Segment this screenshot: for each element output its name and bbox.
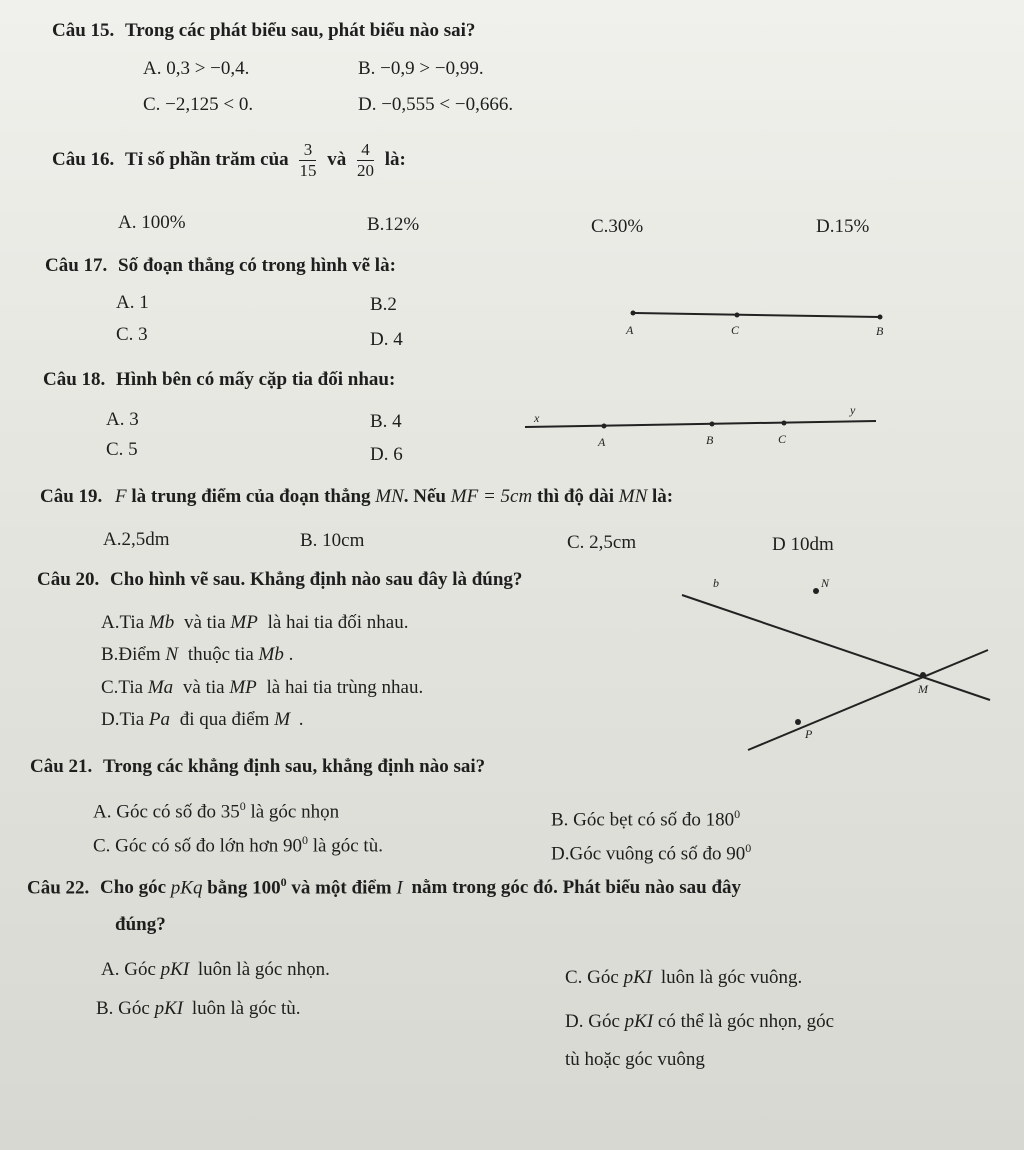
q20-b-point: N <box>165 644 179 665</box>
q16-text-after: là: <box>384 148 406 170</box>
q18-option-c[interactable]: C. 5 <box>106 439 138 460</box>
q16-option-d[interactable]: D.15% <box>816 216 870 237</box>
q22-d-suffix: có thể là góc nhọn, góc <box>657 1011 835 1032</box>
q21-option-b[interactable] <box>551 808 740 829</box>
q22-question-line2: đúng? <box>115 914 166 935</box>
q21-d-text: D.Góc vuông có số đo 90 <box>551 843 746 865</box>
q22-c-prefix: C. Góc <box>565 967 619 988</box>
q16-option-c[interactable]: C.30% <box>591 216 644 237</box>
q19-option-d[interactable]: D 10dm <box>772 534 834 555</box>
q16-option-a[interactable]: A. 100% <box>118 212 186 233</box>
q18-label-a: A <box>598 435 606 449</box>
q17-option-b[interactable]: B.2 <box>370 294 397 315</box>
q21-text: Trong các khẳng định sau, khẳng định nào sai? <box>103 756 486 777</box>
q21-a-degree: 0 <box>239 799 246 813</box>
q20-a-ray2: MP <box>230 612 258 633</box>
q22-b-angle: pKI <box>154 998 184 1019</box>
q22-text-b: bằng 100 <box>207 877 281 899</box>
q20-c-suffix: là hai tia trùng nhau. <box>266 677 424 698</box>
q22-text-a: Cho góc <box>100 877 167 899</box>
q21-c-text: C. Góc có số đo lớn hơn 90 <box>93 835 303 857</box>
q20-d-suffix: . <box>298 709 304 730</box>
q20-point-m <box>920 672 926 678</box>
q21-b-degree: 0 <box>734 807 741 821</box>
q21-option-d[interactable] <box>551 842 751 863</box>
q16-text: Tỉ số phần trăm của <box>125 148 289 170</box>
q17-option-c[interactable]: C. 3 <box>116 324 148 345</box>
q22-c-suffix: luôn là góc vuông. <box>660 967 803 988</box>
q19-point-f: F <box>115 486 127 507</box>
q20-c-prefix: C.Tia <box>101 677 144 698</box>
q22-degree: 0 <box>280 875 287 889</box>
q22-angle: pKq <box>170 877 203 899</box>
q18-label-b: B <box>706 433 714 447</box>
q16-frac2-den: 20 <box>356 161 374 180</box>
q21-question <box>30 757 485 776</box>
q20-c-ray2: MP <box>229 677 257 698</box>
q20-d-prefix: D.Tia <box>101 709 145 730</box>
q17-label-c: C <box>731 323 740 337</box>
q16-number: Câu 16. <box>52 148 115 170</box>
q20-label-p: P <box>805 727 813 741</box>
q20-point-n <box>813 588 819 594</box>
q21-b-text: B. Góc bẹt có số đo 180 <box>551 809 735 831</box>
q21-d-degree: 0 <box>745 841 752 855</box>
q19-segment-2: MN <box>618 486 648 507</box>
q22-a-prefix: A. Góc <box>101 959 156 980</box>
q22-question <box>27 876 741 897</box>
q16-frac1-den: 15 <box>299 161 317 180</box>
q19-text-end: thì độ dài <box>536 486 615 507</box>
q16-frac1-num: 3 <box>299 140 316 161</box>
q20-b-prefix: B.Điểm <box>101 644 161 665</box>
q17-number: Câu 17. <box>45 255 108 276</box>
q16-frac2-num: 4 <box>357 140 374 161</box>
q20-text: Cho hình vẽ sau. Khẳng định nào sau đây là đúng? <box>110 569 523 590</box>
q20-a-ray1: Mb <box>148 612 175 633</box>
q22-c-angle: pKI <box>623 967 653 988</box>
q18-option-d[interactable]: D. 6 <box>370 444 403 465</box>
q22-d-prefix: D. Góc <box>565 1011 620 1032</box>
q20-a-prefix: A.Tia <box>101 612 145 633</box>
q19-segment: MN <box>375 486 404 507</box>
q15-number: Câu 15. <box>52 20 115 41</box>
q21-option-a[interactable] <box>93 800 339 821</box>
q17-label-b: B <box>876 324 884 338</box>
q15-option-b[interactable]: B. −0,9 > −0,99. <box>358 58 484 79</box>
q20-d-mid: đi qua điểm <box>179 709 270 730</box>
q18-text: Hình bên có mấy cặp tia đối nhau: <box>116 369 396 390</box>
q20-a-mid: và tia <box>183 612 226 633</box>
q20-c-mid: và tia <box>182 677 225 698</box>
q21-a-text: A. Góc có số đo 35 <box>93 801 240 823</box>
q22-b-suffix: luôn là góc tù. <box>191 998 301 1019</box>
q19-number: Câu 19. <box>40 486 103 507</box>
q22-option-d[interactable] <box>565 1012 834 1031</box>
q22-text-d: nằm trong góc đó. Phát biểu nào sau đây <box>411 877 742 899</box>
q19-option-b[interactable]: B. 10cm <box>300 530 365 551</box>
q15-option-a[interactable]: A. 0,3 > −0,4. <box>143 58 250 79</box>
q22-option-b[interactable] <box>96 999 301 1018</box>
q21-option-c[interactable] <box>93 834 383 855</box>
q22-d-angle: pKI <box>624 1011 654 1032</box>
q22-b-prefix: B. Góc <box>96 998 150 1019</box>
q15-option-c[interactable]: C. −2,125 < 0. <box>143 94 254 115</box>
q17-option-d[interactable]: D. 4 <box>370 329 403 350</box>
q19-text-last: là: <box>652 486 674 507</box>
q22-a-angle: pKI <box>160 959 190 980</box>
q19-expression: MF = 5cm <box>450 486 533 507</box>
q20-line-PM <box>748 650 988 750</box>
q20-b-ray: Mb <box>258 644 284 665</box>
q20-b-suffix: . <box>288 644 294 665</box>
q20-point-p <box>795 719 801 725</box>
q22-option-d-line2: tù hoặc góc vuông <box>565 1049 705 1070</box>
q19-option-a[interactable]: A.2,5dm <box>103 529 170 550</box>
q20-line-bM <box>682 595 990 700</box>
q20-d-point: M <box>274 709 291 730</box>
q19-option-c[interactable]: C. 2,5cm <box>567 532 637 553</box>
q20-b-mid: thuộc tia <box>187 644 254 665</box>
q22-text-c: và một điểm <box>291 877 392 899</box>
q20-a-suffix: là hai tia đối nhau. <box>267 612 409 633</box>
q20-label-n: N <box>821 576 830 590</box>
q18-label-c: C <box>778 432 787 446</box>
q20-d-ray: Pa <box>148 709 170 730</box>
q18-option-b[interactable]: B. 4 <box>370 411 402 432</box>
q22-a-suffix: luôn là góc nhọn. <box>197 959 330 980</box>
q22-number: Câu 22. <box>27 877 90 899</box>
q16-connector: và <box>327 148 347 170</box>
q15-option-d[interactable]: D. −0,555 < −0,666. <box>358 94 514 115</box>
q17-text: Số đoạn thẳng có trong hình vẽ là: <box>118 255 396 276</box>
q22-option-c[interactable] <box>565 968 802 987</box>
q20-number: Câu 20. <box>37 569 100 590</box>
q21-a-tail: là góc nhọn <box>245 801 340 823</box>
q21-number: Câu 21. <box>30 756 93 777</box>
q22-point-i: I <box>396 877 403 899</box>
q17-option-a[interactable]: A. 1 <box>116 292 149 313</box>
q18-number: Câu 18. <box>43 369 106 390</box>
q22-option-a[interactable] <box>101 960 330 979</box>
q17-label-a: A <box>626 323 634 337</box>
q19-text-if: . Nếu <box>403 486 447 507</box>
q20-c-ray1: Ma <box>147 677 174 698</box>
q20-label-m: M <box>918 682 928 696</box>
q18-option-a[interactable]: A. 3 <box>106 409 139 430</box>
q21-c-tail: là góc tù. <box>308 835 383 857</box>
q18-label-y: y <box>850 403 856 417</box>
q18-label-x: x <box>534 411 540 425</box>
q16-option-b[interactable]: B.12% <box>367 214 420 235</box>
q20-label-b: b <box>713 576 719 590</box>
q15-text: Trong các phát biểu sau, phát biểu nào sai? <box>125 20 476 41</box>
q19-text-mid: là trung điểm của đoạn thẳng <box>131 486 371 507</box>
q21-c-degree: 0 <box>302 833 309 847</box>
